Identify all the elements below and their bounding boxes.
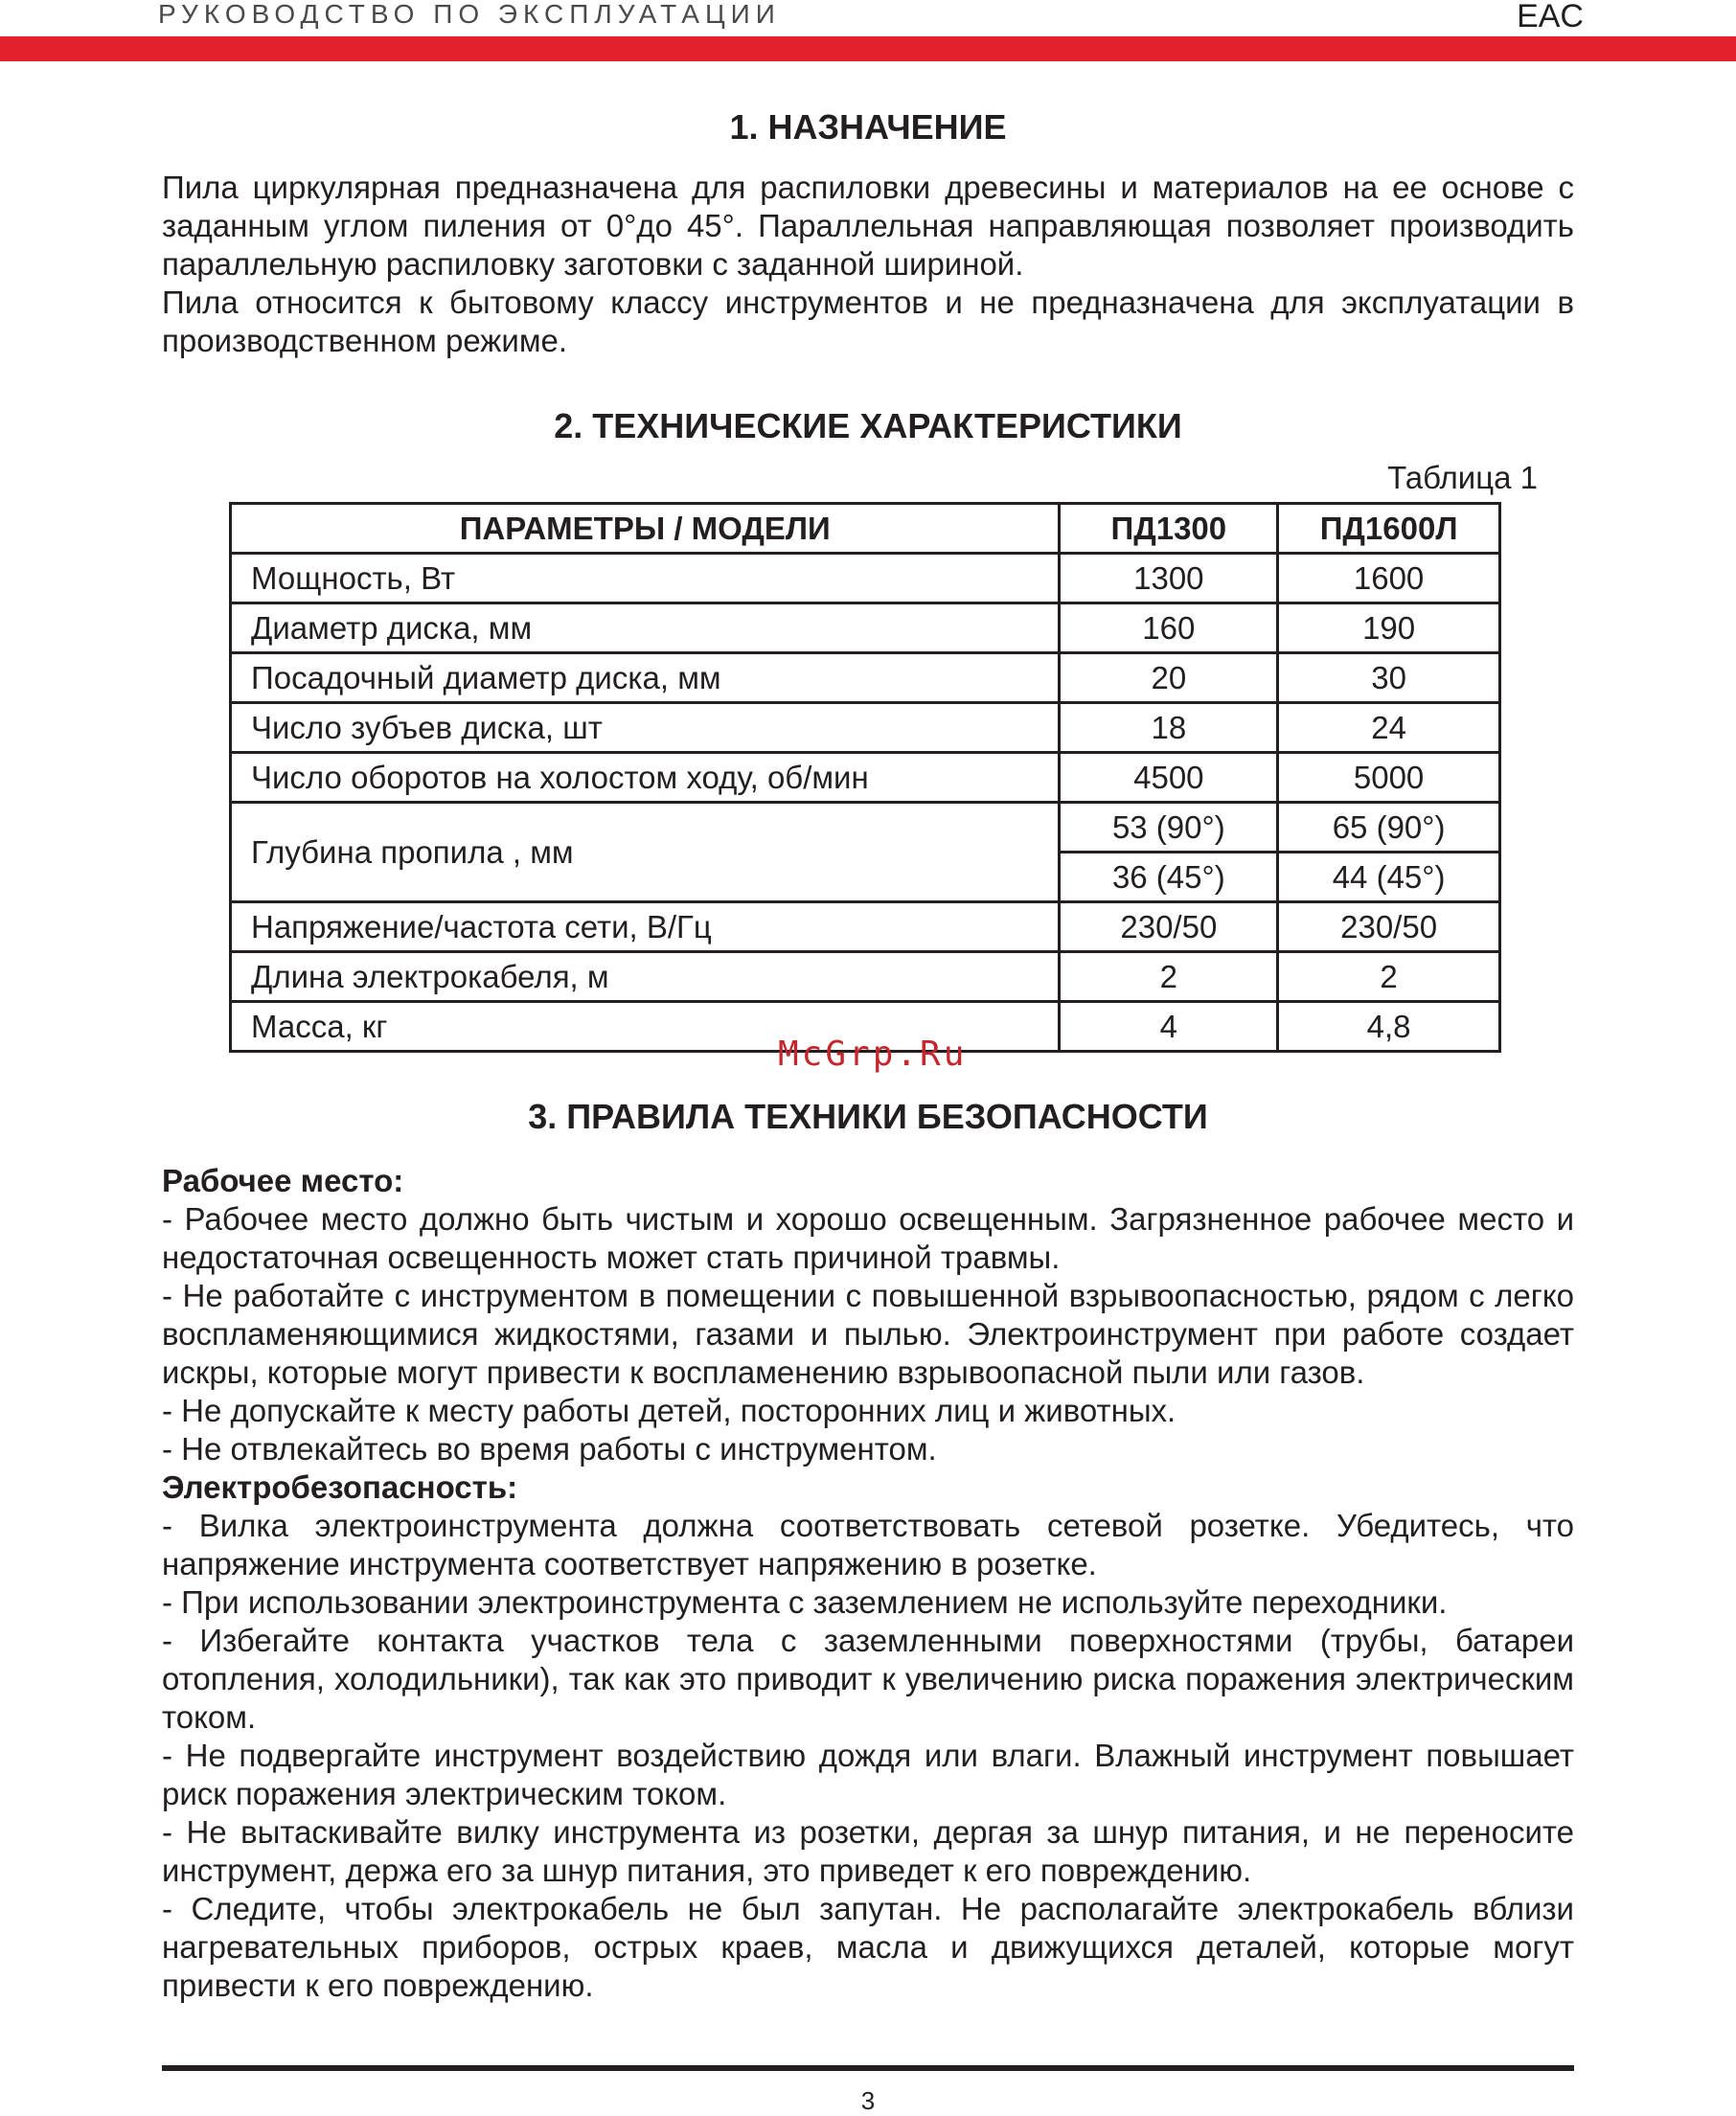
table-row: [231, 902, 1500, 952]
list-item: - Не вытаскивайте вилку инструмента из розетки, дергая за шнур питания, и не переносите инструмент, держа его за шнур питания, это приведет к его повреждению.: [162, 1814, 1574, 1888]
value-cell: 30: [1278, 653, 1500, 703]
param-cell: Масса, кг: [231, 1002, 1060, 1052]
section-1-paragraph-1: Пила циркулярная предназначена для распиловки древесины и материалов на ее основе с заданным углом пиления от 0°до 45°. Параллельная направляющая позволяет производить параллельную распиловку заготовки с заданной шириной.: [162, 170, 1574, 282]
header-red-bar: [0, 36, 1736, 61]
value-cell: 44 (45°): [1278, 853, 1500, 902]
param-cell: Мощность, Вт: [231, 554, 1060, 603]
value-cell: 2: [1278, 952, 1500, 1002]
eac-mark: EAC: [1517, 0, 1584, 34]
page-number: 3: [860, 2086, 876, 2115]
param-cell: Напряжение/частота сети, В/Гц: [231, 902, 1060, 952]
footer-rule: [162, 2065, 1574, 2071]
list-item: - Не работайте с инструментом в помещении с повышенной взрывоопасностью, рядом с легко воспламеняющимися жидкостями, газами и пылью. Электроинструмент при работе создает искры, которые могут привести к воспламенению взрывоопасной пыли или газов.: [162, 1278, 1574, 1390]
value-cell: 1300: [1060, 554, 1278, 603]
list-item: - При использовании электроинструмента с заземлением не используйте переходники.: [162, 1584, 1448, 1620]
table-row: [231, 803, 1500, 853]
table-row: [231, 703, 1500, 753]
table-header-cell: ПД1600Л: [1278, 504, 1500, 554]
value-cell: 65 (90°): [1278, 803, 1500, 853]
table-row: [231, 653, 1500, 703]
table-row: [231, 952, 1500, 1002]
value-cell: 190: [1278, 603, 1500, 653]
table-row: [231, 603, 1500, 653]
param-cell: Диаметр диска, мм: [231, 603, 1060, 653]
watermark: McGrp.Ru: [778, 1035, 968, 1074]
section-1-title: 1. НАЗНАЧЕНИЕ: [729, 107, 1007, 147]
list-item: - Не подвергайте инструмент воздействию дождя или влаги. Влажный инструмент повышает риск поражения электрическим током.: [162, 1738, 1574, 1811]
value-cell: 5000: [1278, 753, 1500, 803]
specs-table: [229, 502, 1501, 1053]
value-cell: 230/50: [1060, 902, 1278, 952]
value-cell: 20: [1060, 653, 1278, 703]
table-row: [231, 753, 1500, 803]
subheading-workplace: Рабочее место:: [162, 1163, 404, 1198]
table-header-cell: ПД1300: [1060, 504, 1278, 554]
param-cell: Число зубъев диска, шт: [231, 703, 1060, 753]
list-item: - Рабочее место должно быть чистым и хорошо освещенным. Загрязненное рабочее место и недостаточная освещенность может стать причиной травмы.: [162, 1201, 1574, 1275]
table-caption: Таблица 1: [1387, 460, 1538, 495]
table-header-cell: ПАРАМЕТРЫ / МОДЕЛИ: [231, 504, 1060, 554]
list-item: - Следите, чтобы электрокабель не был запутан. Не располагайте электрокабель вблизи нагревательных приборов, острых краев, масла и движущихся деталей, которые могут привести к его повреждению.: [162, 1891, 1574, 2003]
value-cell: 53 (90°): [1060, 803, 1278, 853]
list-item: - Не допускайте к месту работы детей, посторонних лиц и животных.: [162, 1393, 1176, 1428]
param-cell: Глубина пропила , мм: [231, 803, 1060, 902]
header-title: РУКОВОДСТВО ПО ЭКСПЛУАТАЦИИ: [158, 0, 781, 29]
param-cell: Посадочный диаметр диска, мм: [231, 653, 1060, 703]
value-cell: 2: [1060, 952, 1278, 1002]
list-item: - Избегайте контакта участков тела с заземленными поверхностями (трубы, батареи отопления, холодильники), так как это приводит к увеличению риска поражения электрическим током.: [162, 1623, 1574, 1735]
param-cell: Длина электрокабеля, м: [231, 952, 1060, 1002]
value-cell: 18: [1060, 703, 1278, 753]
section-1-paragraph-2: Пила относится к бытовому классу инструментов и не предназначена для эксплуатации в производственном режиме.: [162, 284, 1574, 358]
value-cell: 4: [1060, 1002, 1278, 1052]
value-cell: 24: [1278, 703, 1500, 753]
value-cell: 4,8: [1278, 1002, 1500, 1052]
list-item: - Вилка электроинструмента должна соответствовать сетевой розетке. Убедитесь, что напряжение инструмента соответствует напряжению в розетке.: [162, 1508, 1574, 1581]
value-cell: 1600: [1278, 554, 1500, 603]
value-cell: 230/50: [1278, 902, 1500, 952]
table-header-row: [231, 504, 1500, 554]
value-cell: 36 (45°): [1060, 853, 1278, 902]
section-2-title: 2. ТЕХНИЧЕСКИЕ ХАРАКТЕРИСТИКИ: [554, 406, 1182, 445]
value-cell: 4500: [1060, 753, 1278, 803]
value-cell: 160: [1060, 603, 1278, 653]
list-item: - Не отвлекайтесь во время работы с инструментом.: [162, 1431, 937, 1467]
table-row: [231, 554, 1500, 603]
param-cell: Число оборотов на холостом ходу, об/мин: [231, 753, 1060, 803]
section-3-title: 3. ПРАВИЛА ТЕХНИКИ БЕЗОПАСНОСТИ: [528, 1097, 1208, 1136]
subheading-electrical-safety: Электробезопасность:: [162, 1469, 518, 1505]
